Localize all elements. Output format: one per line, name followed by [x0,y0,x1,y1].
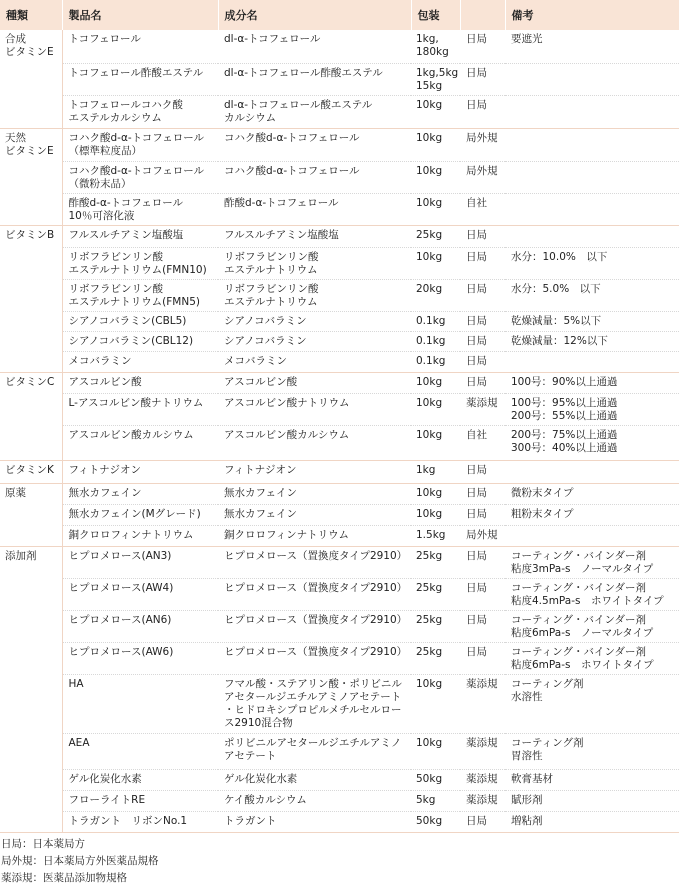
product-name-cell: シアノコバラミン(CBL12) [62,331,218,351]
product-name-cell: L-アスコルビン酸ナトリウム [62,393,218,425]
remarks-cell [505,525,679,546]
standard-cell: 日局 [460,610,505,642]
table-row [0,279,679,311]
ingredient-cell: シアノコバラミン [218,331,411,351]
product-name-cell: 銅クロロフィンナトリウム [62,525,218,546]
table-row [0,674,679,733]
package-cell: 10kg [411,161,460,193]
ingredient-cell: ケイ酸カルシウム [218,790,411,811]
package-cell: 5kg [411,790,460,811]
table-row [0,128,679,161]
ingredient-cell: フルスルチアミン塩酸塩 [218,225,411,247]
product-name-cell: アスコルビン酸 [62,372,218,393]
remarks-cell: 粗粉末タイプ [505,504,679,525]
remarks-cell: コーティング・バインダー剤 粘度6mPa-s ノーマルタイプ [505,610,679,642]
standard-cell: 日局 [460,225,505,247]
ingredient-cell: 無水カフェイン [218,483,411,504]
standard-cell: 日局 [460,642,505,674]
remarks-cell: 200号：75%以上通過 300号：40%以上通過 [505,425,679,460]
ingredient-cell: ゲル化炭化水素 [218,769,411,790]
table-row [0,193,679,225]
header-ingredient-name: 成分名 [218,0,411,30]
package-cell: 50kg [411,769,460,790]
standard-cell: 日局 [460,95,505,128]
package-cell: 10kg [411,483,460,504]
product-name-cell: アスコルビン酸カルシウム [62,425,218,460]
ingredient-cell: フマル酸・ステアリン酸・ポリビニル アセタールジエチルアミノアセテート ・ヒドロキシプロピルメチルセルロー ス2910混合物 [218,674,411,733]
product-name-cell: トコフェロールコハク酸 エステルカルシウム [62,95,218,128]
package-cell: 25kg [411,642,460,674]
standard-cell: 日局 [460,578,505,610]
category-cell: 原薬 [0,483,62,546]
table-row [0,811,679,832]
table-row [0,504,679,525]
table-row [0,351,679,372]
note-jp: 日局：日本薬局方 [1,837,85,850]
header-category: 種類 [0,0,62,30]
remarks-cell: コーティング剤 水溶性 [505,674,679,733]
table-row [0,460,679,483]
remarks-cell: 軟膏基材 [505,769,679,790]
remarks-cell: 増粘剤 [505,811,679,832]
ingredient-cell: コハク酸d-α-トコフェロール [218,128,411,161]
table-row [0,546,679,578]
package-cell: 10kg [411,733,460,769]
standard-cell: 薬添規 [460,393,505,425]
ingredient-cell: アスコルビン酸 [218,372,411,393]
standard-cell: 日局 [460,372,505,393]
table-row [0,425,679,460]
remarks-cell [505,460,679,483]
product-name-cell: メコバラミン [62,351,218,372]
table-row [0,578,679,610]
remarks-cell: コーティング・バインダー剤 粘度6mPa-s ホワイトタイプ [505,642,679,674]
remarks-cell: 乾燥減量：12%以下 [505,331,679,351]
category-cell: 天然 ビタミンE [0,128,62,225]
ingredient-cell: リボフラビンリン酸 エステルナトリウム [218,279,411,311]
package-cell: 20kg [411,279,460,311]
product-name-cell: フルスルチアミン塩酸塩 [62,225,218,247]
product-name-cell: シアノコバラミン(CBL5) [62,311,218,331]
product-name-cell: トコフェロール酢酸エステル [62,63,218,95]
product-name-cell: ヒプロメロース(AN6) [62,610,218,642]
package-cell: 10kg [411,95,460,128]
product-name-cell: リボフラビンリン酸 エステルナトリウム(FMN5) [62,279,218,311]
header-remarks: 備考 [505,0,679,30]
package-cell: 25kg [411,546,460,578]
remarks-cell: コーティング剤 胃溶性 [505,733,679,769]
table-row [0,642,679,674]
standard-cell: 局外規 [460,128,505,161]
standard-cell: 日局 [460,351,505,372]
category-cell: ビタミンC [0,372,62,460]
standard-cell: 局外規 [460,161,505,193]
remarks-cell: 微粉末タイプ [505,483,679,504]
remarks-cell: 水分：5.0% 以下 [505,279,679,311]
remarks-cell [505,193,679,225]
package-cell: 1kg,5kg 15kg [411,63,460,95]
package-cell: 10kg [411,504,460,525]
product-name-cell: トラガント リボンNo.1 [62,811,218,832]
package-cell: 0.1kg [411,331,460,351]
ingredient-cell: ヒプロメロース（置換度タイプ2910） [218,546,411,578]
header-standard [460,0,505,30]
standard-cell: 日局 [460,279,505,311]
standard-cell: 自社 [460,425,505,460]
standard-cell: 自社 [460,193,505,225]
package-cell: 1kg [411,460,460,483]
package-cell: 10kg [411,247,460,279]
ingredient-cell: メコバラミン [218,351,411,372]
header-product-name: 製品名 [62,0,218,30]
table-row [0,769,679,790]
note-jpex: 薬添規：医薬品添加物規格 [1,871,127,884]
table-row [0,790,679,811]
standard-cell: 薬添規 [460,790,505,811]
remarks-cell: 水分：10.0% 以下 [505,247,679,279]
remarks-cell: 乾燥減量：5%以下 [505,311,679,331]
remarks-cell [505,161,679,193]
standard-cell: 局外規 [460,525,505,546]
ingredient-cell: トラガント [218,811,411,832]
ingredient-cell: 銅クロロフィンナトリウム [218,525,411,546]
ingredient-cell: dl-α-トコフェロール [218,30,411,63]
package-cell: 10kg [411,393,460,425]
ingredient-cell: コハク酸d-α-トコフェロール [218,161,411,193]
table-row [0,161,679,193]
package-cell: 1.5kg [411,525,460,546]
product-name-cell: 無水カフェイン [62,483,218,504]
remarks-cell [505,63,679,95]
product-name-cell: 無水カフェイン(Mグレード) [62,504,218,525]
standard-cell: 日局 [460,460,505,483]
category-cell: 合成 ビタミンE [0,30,62,128]
ingredient-cell: dl-α-トコフェロール酸エステル カルシウム [218,95,411,128]
remarks-cell [505,351,679,372]
ingredient-cell: ヒプロメロース（置換度タイプ2910） [218,578,411,610]
product-name-cell: コハク酸d-α-トコフェロール （微粉末品） [62,161,218,193]
category-cell: ビタミンB [0,225,62,372]
standard-cell: 日局 [460,63,505,95]
package-cell: 25kg [411,610,460,642]
package-cell: 10kg [411,425,460,460]
product-name-cell: 酢酸d-α-トコフェロール 10％可溶化液 [62,193,218,225]
table-row [0,525,679,546]
note-jpe: 局外規：日本薬局方外医薬品規格 [1,854,159,867]
package-cell: 10kg [411,674,460,733]
remarks-cell: コーティング・バインダー剤 粘度4.5mPa-s ホワイトタイプ [505,578,679,610]
product-name-cell: HA [62,674,218,733]
table-row [0,393,679,425]
ingredient-cell: 酢酸d-α-トコフェロール [218,193,411,225]
table-row [0,331,679,351]
package-cell: 1kg, 180kg [411,30,460,63]
ingredient-cell: アスコルビン酸カルシウム [218,425,411,460]
table-header-row [0,0,679,30]
table-body [0,30,679,832]
remarks-cell [505,225,679,247]
package-cell: 0.1kg [411,311,460,331]
table-row [0,372,679,393]
category-cell: ビタミンK [0,460,62,483]
package-cell: 25kg [411,578,460,610]
standard-cell: 日局 [460,811,505,832]
standard-cell: 日局 [460,247,505,279]
standard-cell: 薬添規 [460,674,505,733]
product-name-cell: ゲル化炭化水素 [62,769,218,790]
package-cell: 10kg [411,372,460,393]
product-name-cell: ヒプロメロース(AN3) [62,546,218,578]
standard-cell: 日局 [460,311,505,331]
table-row [0,95,679,128]
ingredient-cell: ヒプロメロース（置換度タイプ2910） [218,610,411,642]
standard-cell: 日局 [460,331,505,351]
ingredient-cell: dl-α-トコフェロール酢酸エステル [218,63,411,95]
remarks-cell: 100号：95%以上通過 200号：55%以上通過 [505,393,679,425]
package-cell: 50kg [411,811,460,832]
table-row [0,247,679,279]
ingredient-cell: リボフラビンリン酸 エステルナトリウム [218,247,411,279]
ingredient-cell: フィトナジオン [218,460,411,483]
package-cell: 10kg [411,128,460,161]
table-row [0,311,679,331]
product-name-cell: AEA [62,733,218,769]
remarks-cell: コーティング・バインダー剤 粘度3mPa-s ノーマルタイプ [505,546,679,578]
table-row [0,30,679,63]
package-cell: 10kg [411,193,460,225]
ingredient-cell: シアノコバラミン [218,311,411,331]
table-row [0,483,679,504]
standard-cell: 日局 [460,483,505,504]
package-cell: 25kg [411,225,460,247]
remarks-cell [505,95,679,128]
ingredient-cell: 無水カフェイン [218,504,411,525]
table-row [0,733,679,769]
table-row [0,610,679,642]
product-name-cell: ヒプロメロース(AW4) [62,578,218,610]
ingredient-cell: ポリビニルアセタールジエチルアミノ アセテート [218,733,411,769]
standard-cell: 薬添規 [460,733,505,769]
product-name-cell: トコフェロール [62,30,218,63]
ingredient-cell: ヒプロメロース（置換度タイプ2910） [218,642,411,674]
product-name-cell: フィトナジオン [62,460,218,483]
product-name-cell: リボフラビンリン酸 エステルナトリウム(FMN10) [62,247,218,279]
standard-cell: 日局 [460,30,505,63]
remarks-cell: 賦形剤 [505,790,679,811]
standard-cell: 日局 [460,504,505,525]
standard-cell: 薬添規 [460,769,505,790]
header-package: 包装 [411,0,460,30]
category-cell: 添加剤 [0,546,62,832]
remarks-cell: 要遮光 [505,30,679,63]
table-row [0,63,679,95]
legend-notes [0,836,680,887]
package-cell: 0.1kg [411,351,460,372]
remarks-cell [505,128,679,161]
remarks-cell: 100号：90%以上通過 [505,372,679,393]
ingredient-cell: アスコルビン酸ナトリウム [218,393,411,425]
product-name-cell: フローライトRE [62,790,218,811]
standard-cell: 日局 [460,546,505,578]
product-name-cell: コハク酸d-α-トコフェロール （標準粒度品） [62,128,218,161]
product-name-cell: ヒプロメロース(AW6) [62,642,218,674]
table-row [0,225,679,247]
